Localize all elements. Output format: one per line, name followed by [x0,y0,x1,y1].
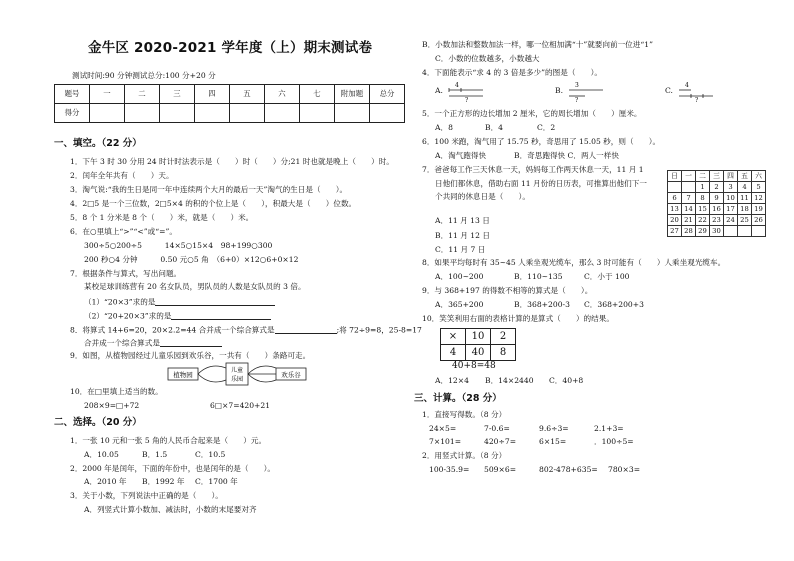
s2-q8-option-a[interactable]: A．100~200 [435,272,484,281]
s3-r2-c4: ．100÷5= [594,437,634,446]
s2-q1-option-c[interactable]: C．10.5 [195,450,226,459]
s2-q8: 8．如果平均每时有 35~45 人乘坐观光缆车，那么 3 时可能有（ ）人乘坐观光缆车。 [422,258,726,267]
s2-q7-option-a[interactable]: A．11 月 13 日 [435,216,490,225]
calendar-day: 8 [696,193,710,204]
s3-r2-c3: 6×15= [539,437,567,446]
score-cell [300,104,335,123]
s2-q9-option-c[interactable]: C．368+200+3 [584,300,644,309]
bar-label: 3 [575,82,580,89]
s2-q10-option-b[interactable]: B．14×2440 [485,376,534,385]
s2-q7-line2: 日他们都休息，借助右面 11 月份的日历表，可推算出他们下一 [435,179,647,188]
calendar-day: 17 [724,204,738,215]
option-letter: A. [435,86,443,95]
calendar-day [668,182,682,193]
score-value-row [55,104,405,123]
map-route [198,374,226,382]
option-letter: B. [555,86,563,95]
s3-r1-c3: 9.6÷3= [539,424,569,433]
s1-q2: 2．闰年全年共有（ ）天。 [70,171,174,180]
s1-q6-row1: 300÷5○200÷5 14×5○15×4 98+199○300 [84,241,273,250]
grid-row [441,345,516,361]
calendar-weekday: 二 [696,171,710,182]
s3-r1-c1: 24×5= [429,424,457,433]
s1-q1: 1．下午 3 时 30 分用 24 时计时法表示是（ ）时（ ）分;21 时也就是晚上（ ）时。 [70,157,394,166]
s1-q8-text-c: 合并成一个综合算式是 [84,338,160,348]
map-label-kids-park-2: 乐园 [230,376,244,383]
s2-q8-option-b[interactable]: B．110~135 [514,272,563,281]
calendar-day: 13 [668,204,682,215]
calendar-header-row [668,171,766,182]
s2-q3-option-c[interactable]: C．小数的位数越多，小数越大 [435,54,540,63]
score-cell [370,104,405,123]
calendar-day: 6 [668,193,682,204]
score-cell [230,104,265,123]
s1-q7-part2 [84,311,271,320]
bar-diagram-a [445,80,487,102]
s2-q3-option-b[interactable]: B．小数加法和整数加法一样，哪一位相加满“十”就要向前一位进“1” [422,40,653,49]
s1-q7-context: 某校足球训练营有 20 名女队员，男队员的人数是女队员的 3 倍。 [84,282,306,291]
s3-r3-c3: 802-478+635= [539,465,598,474]
map-label-kids-park-1: 儿童 [230,367,244,374]
score-header-cell: 二 [125,85,160,104]
answer-blank[interactable] [160,338,222,347]
calendar-day: 29 [696,226,710,237]
calendar-day: 18 [738,204,752,215]
grid-row [441,329,516,345]
answer-blank[interactable] [155,297,275,306]
grid-cell: 10 [466,329,491,345]
score-header-cell: 六 [265,85,300,104]
answer-blank[interactable] [171,311,271,320]
bar-diagram-b [565,80,607,102]
answer-blank[interactable] [275,325,337,334]
calendar-week-row [668,204,766,215]
multiplication-grid [440,328,516,361]
s3-r1-c4: 2.1+3= [594,424,624,433]
calendar-weekday: 五 [738,171,752,182]
page-subtitle: 测试时间:90 分钟测试总分:100 分+20 分 [72,71,216,80]
calendar-day [682,182,696,193]
calendar-day: 26 [752,215,766,226]
s2-q5-option-c[interactable]: C．2 [537,123,556,132]
calendar-day: 24 [724,215,738,226]
s3-r3-c2: 509×6= [484,465,517,474]
calendar-week-row [668,215,766,226]
s3-r3-c1: 100-35.9= [429,465,470,474]
calendar-day [724,226,738,237]
grid-cell: × [441,329,466,345]
route-map-figure [160,360,310,386]
score-header-cell: 总分 [370,85,405,104]
calendar-day [738,226,752,237]
s2-q5: 5．一个正方形的边长增加 2 厘米，它的周长增加（ ）厘米。 [422,109,642,118]
s2-q7-option-c[interactable]: C．11 月 7 日 [435,245,486,254]
bar-label: 4 [455,82,460,89]
s2-q7-line1: 7．爸爸每工作三天休息一天，妈妈每工作两天休息一天，11 月 1 [422,165,644,174]
score-header-cell: 五 [230,85,265,104]
s1-q10: 10．在□里填上适当的数。 [70,387,163,396]
calendar-week-row [668,226,766,237]
calendar-day: 22 [696,215,710,226]
s1-q7-part1-text: （1）“20×3”求的是 [84,297,156,307]
calendar-day: 21 [682,215,696,226]
calendar-day: 4 [738,182,752,193]
s2-q4-option-a[interactable] [435,80,487,102]
grid-equation: 40+8=48 [452,361,496,371]
grid-cell: 2 [491,329,516,345]
score-cell [90,104,125,123]
calendar-week-row [668,193,766,204]
s1-q8-line1 [70,325,422,334]
calendar-day: 16 [710,204,724,215]
s2-q4-option-c[interactable] [665,80,717,102]
calendar-day: 10 [724,193,738,204]
s1-q8-text-b: ;将 72÷9=8，25-8=17 [336,325,422,335]
grid-cell: 8 [491,345,516,361]
s2-q9-option-a[interactable]: A．365+200 [435,300,484,309]
score-header-row [55,85,405,104]
s3-part2: 2．用竖式计算。（8 分） [422,451,507,460]
s2-q6: 6．100 米跑，淘气用了 15.75 秒，奇思用了 15.05 秒，则（ ）。 [422,137,661,146]
grid-cell: 40 [466,345,491,361]
s2-q9: 9．与 368+197 的得数不相等的算式是（ ）。 [422,286,593,295]
calendar-day: 15 [696,204,710,215]
score-header-cell: 三 [160,85,195,104]
bar-label: 4 [685,82,690,89]
calendar-day: 14 [682,204,696,215]
score-header-cell: 题号 [55,85,90,104]
score-cell [335,104,370,123]
s2-q7-option-b[interactable]: B．11 月 12 日 [435,231,490,240]
s2-q1: 1．一张 10 元和一张 5 角的人民币合起来是（ ）元。 [70,436,267,445]
score-table [54,84,405,123]
calendar-day: 27 [668,226,682,237]
bar-label: ? [695,97,699,102]
s2-q7-line3: 个共同的休息日是（ ）。 [435,192,530,201]
page-title: 金牛区 2020-2021 学年度（上）期末测试卷 [88,40,373,56]
calendar-day: 28 [682,226,696,237]
score-cell [195,104,230,123]
score-cell [160,104,195,123]
calendar-weekday: 四 [724,171,738,182]
score-cell [265,104,300,123]
option-letter: C. [665,86,673,95]
section-2-heading: 二、选择。（20 分） [54,417,142,428]
calendar-day: 25 [738,215,752,226]
calendar-day: 7 [682,193,696,204]
calendar-weekday: 一 [682,171,696,182]
s2-q1-option-a[interactable]: A．10.05 [84,450,119,459]
score-row-label: 得分 [55,104,90,123]
calendar-day: 9 [710,193,724,204]
s1-q3: 3．淘气说:“我的生日是同一年中连续两个大月的最后一天”淘气的生日是（ ）。 [70,185,348,194]
score-header-cell: 一 [90,85,125,104]
calendar-weekday: 六 [752,171,766,182]
bar-label: ? [465,97,469,102]
s2-q10: 10．笑笑利用右面的表格计算的是算式（ ）的结果。 [422,314,614,323]
s3-part1: 1．直接写得数。（8 分） [422,410,507,419]
s2-q9-option-b[interactable]: B．368+200-3 [514,300,570,309]
s2-q4-option-b[interactable] [555,80,607,102]
s2-q10-option-c[interactable]: C．40+8 [549,376,584,385]
calendar-day: 3 [724,182,738,193]
map-label-botanical: 植物园 [173,371,193,379]
s2-q3: 3．关于小数，下列说法中正确的是（ ）。 [70,491,223,500]
s1-q10-b: 6□×7=420+21 [210,401,271,410]
calendar-day: 11 [738,193,752,204]
calendar-day: 5 [752,182,766,193]
s2-q10-option-a[interactable]: A．12×4 [435,376,469,385]
november-calendar [667,170,766,237]
calendar-weekday: 三 [710,171,724,182]
s1-q7-part2-text: （2）“20+20×3”求的是 [84,311,172,321]
s1-q7-part1 [84,297,275,306]
score-header-cell: 七 [300,85,335,104]
calendar-day: 12 [752,193,766,204]
s1-q9: 9．如图，从植物园经过儿童乐园到欢乐谷，一共有（ ）条路可走。 [70,351,311,360]
section-3-heading: 三、计算。（28 分） [414,393,502,404]
s2-q5-option-b[interactable]: B．4 [485,123,504,132]
s2-q5-option-a[interactable]: A．8 [435,123,453,132]
score-header-cell: 附加题 [335,85,370,104]
calendar-day: 20 [668,215,682,226]
calendar-day: 2 [710,182,724,193]
s3-r2-c2: 420÷7= [484,437,517,446]
calendar-day: 19 [752,204,766,215]
bar-label: ? [575,97,579,102]
map-label-happy-valley: 欢乐谷 [281,371,301,379]
score-header-cell: 四 [195,85,230,104]
s3-r2-c1: 7×101= [429,437,462,446]
s1-q10-a: 208×9=□+72 [84,401,140,410]
s2-q4: 4．下面能表示“求 4 的 3 倍是多少”的图是（ ）。 [422,68,602,77]
s2-q1-option-b[interactable]: B．1.5 [142,450,168,459]
s1-q7: 7．根据条件与算式，写出问题。 [70,269,182,278]
calendar-day: 30 [710,226,724,237]
s2-q8-option-c[interactable]: C．小于 100 [584,272,630,281]
s1-q5: 5．8 个 1 分米是 8 个（ ）米，就是（ ）米。 [70,213,254,222]
s2-q6-option-bc[interactable]: B．奇思跑得快 C．两人一样快 [514,151,619,160]
calendar-week-row [668,182,766,193]
map-route [248,366,276,374]
calendar-day [752,226,766,237]
s1-q8-line2 [84,338,222,347]
grid-cell: 4 [441,345,466,361]
s2-q2: 2．2000 年是闰年，下面的年份中，也是闰年的是（ ）。 [70,464,276,473]
s1-q6: 6．在○里填上“>”“<”或“=”。 [70,227,177,236]
s2-q2-option-c[interactable]: C．1700 年 [195,477,238,486]
s1-q4: 4．2□5 是一个三位数，2□5×4 的积的个位上是（ ），积最大是（ ）位数。 [70,199,357,208]
score-cell [125,104,160,123]
s2-q6-option-a[interactable]: A．淘气跑得快 [435,151,487,160]
map-route [198,366,226,374]
s2-q3-option-a[interactable]: A．列竖式计算小数加、减法时，小数的末尾要对齐 [84,505,257,514]
calendar-day: 23 [710,215,724,226]
s2-q2-option-b[interactable]: B．1992 年 [142,477,185,486]
calendar-weekday: 日 [668,171,682,182]
s3-r3-c4: 780×3= [608,465,641,474]
s2-q2-option-a[interactable]: A．2010 年 [84,477,127,486]
s1-q6-row2: 200 秒○4 分钟 0.50 元○5 角 （6+0）×12○6+0×12 [84,255,299,264]
section-1-heading: 一、填空。（22 分） [54,138,142,149]
s3-r1-c2: 7-0.6= [484,424,510,433]
s1-q8-text-a: 8．将算式 14+6=20，20×2.2=44 合并成一个综合算式是 [70,325,275,335]
bar-diagram-c [675,80,717,102]
calendar-body [668,182,766,237]
calendar-day: 1 [696,182,710,193]
map-route [248,374,276,382]
